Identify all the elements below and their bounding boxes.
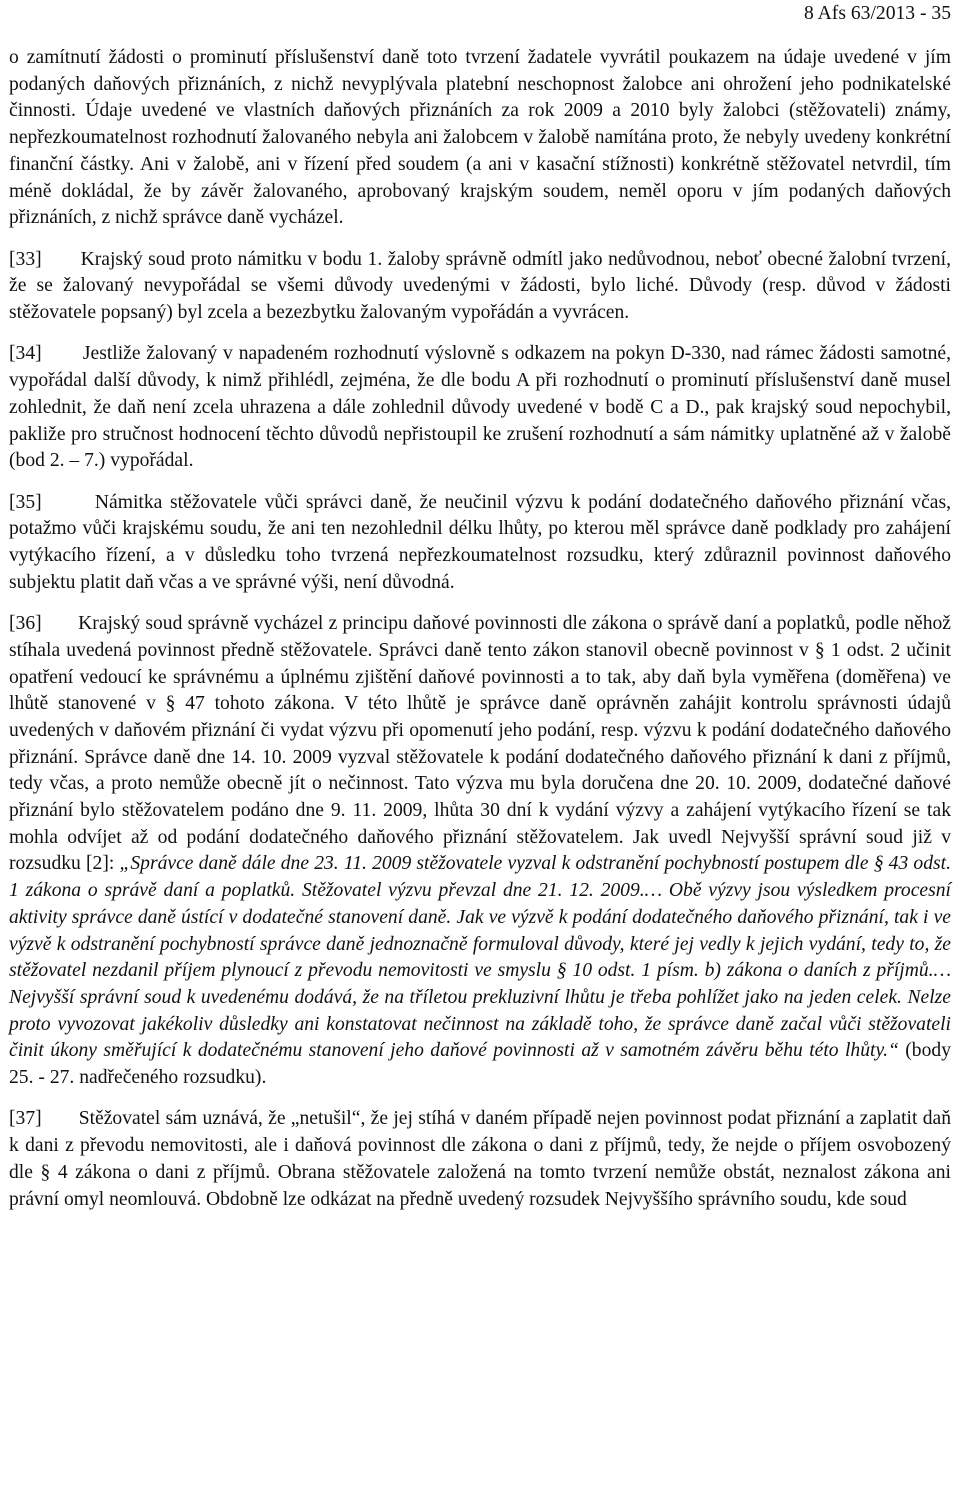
paragraph-text: Krajský soud správně vycházel z principu daňové povinnosti dle zákona o správě daní a poplatků, podle něhož stíhala uvedená povinnost předně stěžovatele. Správci daně tento zákon stanovil obecně povinnost v § 1 odst. 2 učinit opatření vedoucí ke správnému a úplnému zjištění daňové povinnosti a to tak, aby daň byla vyměřena (doměřena) ve lhůtě stanovené v § 47 tohoto zákona. V této lhůtě je správce daně oprávněn zahájit kontrolu správnosti údajů uvedených v daňovém přiznání či vydat výzvu při opomenutí jeho podání, resp. výzvu k podání dodatečného daňového přiznání. Správce daně dne 14. 10. 2009 vyzval stěžovatele k podání dodatečného daňového přiznání k dani z příjmů, tedy včas, a proto nemůže obecně jít o nečinnost. Tato výzva mu byla doručena dne 20. 10. 2009, dodatečné daňové přiznání bylo stěžovatelem podáno dne 9. 11. 2009, lhůta 30 dní k vydání výzvy a zahájení vytýkacího řízení se tak mohla odvíjet až od podání dodatečného daňového přiznání stěžovatelem. Jak uvedl Nejvyšší správní soud již v rozsudku [2]: (9, 613, 951, 875)
paragraph-number: [37] (9, 1108, 42, 1130)
paragraph-text-after-quote: (body 25. - 27. nadřečeného rozsudku). (9, 1040, 951, 1089)
paragraph-number: [35] (9, 491, 42, 513)
paragraph-34 (9, 341, 951, 475)
paragraph-text: Námitka stěžovatele vůči správci daně, že neučinil výzvu k podání dodatečného daňového přiznání včas, potažmo vůči krajskému soudu, že ani ten nezohlednil délku lhůty, po kterou měl správce daně podklady pro zahájení vytýkacího řízení, a v důsledku toho tvrzená nepřezkoumatelnost rozsudku, který zdůraznil povinnost daňového subjektu platit daň včas a ve správné výši, není důvodná. (9, 491, 952, 593)
paragraph-35 (9, 490, 951, 597)
paragraph-text: Jestliže žalovaný v napadeném rozhodnutí výslovně s odkazem na pokyn D-330, nad rámec žádosti samotné, vypořádal další důvody, k nimž přihlédl, zejména, že dle bodu A při rozhodnutí o prominutí příslušenství daně musel zohlednit, že daň není zcela uhrazena a dále zohlednil důvody uvedené v bodě C a D., pak krajský soud nepochybil, pakliže pro stručnost hodnocení těchto důvodů nepřistoupil ke zrušení rozhodnutí a sám námitky uplatněné až v žalobě (bod 2. – 7.) vypořádal. (9, 343, 951, 472)
paragraph-continuation (9, 45, 951, 232)
paragraph-number: [34] (9, 343, 42, 365)
paragraph-36 (9, 611, 951, 1092)
paragraph-number: [33] (9, 248, 42, 270)
paragraph-text: Stěžovatel sám uznává, že „netušil“, že jej stíhá v daném případě nejen povinnost podat přiznání a zaplatit daň k dani z převodu nemovitosti, ale i daňová povinnost dle zákona o dani z příjmů, tedy, že nejde o příjem osvobozený dle § 4 zákona o dani z příjmů. Obrana stěžovatele založená na tomto tvrzení nemůže obstát, neznalost zákona ani právní omyl neomlouvá. Obdobně lze odkázat na předně uvedený rozsudek Nejvyššího správního soudu, kde soud (9, 1108, 951, 1210)
paragraph-number: [36] (9, 613, 42, 635)
paragraph-text: Krajský soud proto námitku v bodu 1. žaloby správně odmítl jako nedůvodnou, neboť obecné žalobní tvrzení, že se žalovaný nevypořádal se všemi důvody uvedenými v žádosti, bylo liché. Důvody (resp. důvod v žádosti stěžovatele popsaný) byl zcela a bezezbytku žalovaným vypořádán a vyvrácen. (9, 248, 951, 324)
paragraph-37 (9, 1106, 951, 1213)
quoted-judgment-text: „Správce daně dále dne 23. 11. 2009 stěžovatele vyzval k odstranění pochybností postupem dle § 43 odst. 1 zákona o správě daní a poplatků. Stěžovatel výzvu převzal dne 21. 12. 2009.… Obě výzvy jsou výsledkem procesní aktivity správce daně ústící v dodatečné stanovení daně. Jak ve výzvě k podání dodatečného daňového přiznání, tak i ve výzvě k odstranění pochybností správce daně jednoznačně formuloval důvody, které jej vedly k jejich vydání, tedy to, že stěžovatel nezdanil příjem plynoucí z převodu nemovitosti ve smyslu § 10 odst. 1 písm. b) zákona o daních z příjmů.… Nejvyšší správní soud k uvedenému dodává, že na tříletou prekluzivní lhůtu je třeba pohlížet jako na jeden celek. Nelze proto vyvozovat jakékoliv důsledky ani konstatovat nečinnost na základě toho, že správce daně začal vůči stěžovateli činit úkony směřující k dodatečnému stanovení jeho daňové povinnosti až v samotném závěru běhu této lhůty.“ (9, 853, 951, 1062)
page-header-case-number: 8 Afs 63/2013 - 35 (804, 3, 951, 24)
paragraph-33 (9, 247, 951, 327)
paragraph-text: o zamítnutí žádosti o prominutí příslušenství daně toto tvrzení žadatele vyvrátil poukazem na údaje uvedené v jím podaných daňových přiznáních, z nichž nevyplývala platební neschopnost žalobce ani ohrožení jeho podnikatelské činnosti. Údaje uvedené ve vlastních daňových přiznáních za rok 2009 a 2010 byly žalobci (stěžovateli) známy, nepřezkoumatelnost rozhodnutí žalovaného nebyla ani žalobcem v žalobě namítána proto, že nebyly uvedeny konkrétní finanční částky. Ani v žalobě, ani v řízení před soudem (a ani v kasační stížnosti) konkrétně stěžovatel netvrdil, tím méně dokládal, že by závěr žalovaného, aprobovaný krajským soudem, neměl oporu v jím podaných daňových přiznáních, z nichž správce daně vycházel. (9, 47, 951, 229)
